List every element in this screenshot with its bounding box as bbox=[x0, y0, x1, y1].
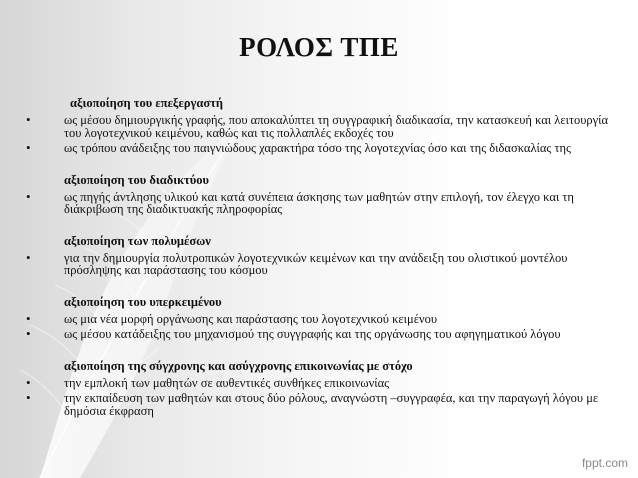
list-item bbox=[22, 374, 612, 390]
list-item-text: ως μια νέα μορφή οργάνωσης και παράστασης του λογοτεχνικού κειμένου bbox=[64, 311, 438, 326]
bullet-icon: • bbox=[26, 249, 31, 265]
slide-title: ΡΟΛΟΣ ΤΠΕ bbox=[239, 32, 399, 62]
list-item bbox=[22, 392, 612, 417]
list-item-text: ως πηγής άντλησης υλικού και κατά συνέπεια άσκησης των μαθητών στην επιλογή, τον έλεγχο και τη διάκριβωση της διαδικτυακής πληροφορίας bbox=[64, 189, 574, 216]
watermark: fppt.com bbox=[581, 456, 628, 470]
bullet-icon: • bbox=[26, 374, 31, 390]
list-item bbox=[22, 142, 612, 155]
section-heading: αξιοποίηση του διαδικτύου bbox=[64, 172, 210, 187]
bullet-icon: • bbox=[26, 326, 31, 341]
list-item-text: για την δημιουργία πολυτροπικών λογοτεχνικών κειμένων και την ανάδειξη του ολιστικού μοντέλου πρόσληψης και παράστασης του κόσμου bbox=[64, 250, 568, 277]
section-heading: αξιοποίηση των πολυμέσων bbox=[64, 233, 211, 248]
list-item bbox=[22, 249, 612, 277]
bullet-icon: • bbox=[26, 390, 31, 405]
list-item-text: την εκπαίδευση των μαθητών και στους δύο ρόλους, αναγνώστη –συγγραφέα, και την παραγωγή λόγου με δημόσια έκφραση bbox=[64, 391, 599, 418]
bullet-icon: • bbox=[26, 112, 31, 127]
list-item-text: την εμπλοκή των μαθητών σε αυθεντικές συνθήκες επικοινωνίας bbox=[64, 375, 390, 390]
list-item bbox=[22, 114, 612, 139]
list-item bbox=[22, 188, 612, 216]
list-item-text: ως μέσου δημιουργικής γραφής, που αποκαλύπτει τη συγγραφική διαδικασία, την κατασκευή και λειτουργία του λογοτεχνικού κειμένου, καθώς και τις πολλαπλές εκδοχές του bbox=[64, 113, 609, 140]
content-list bbox=[22, 96, 612, 420]
bullet-icon: • bbox=[26, 188, 31, 204]
list-item-text: ως μέσου κατάδειξης του μηχανισμού της συγγραφής και της οργάνωσης του αφηγηματικού λόγου bbox=[64, 327, 561, 341]
section-heading: αξιοποίηση του υπερκειμένου bbox=[64, 294, 222, 309]
section-heading: αξιοποίηση της σύγχρονης και ασύγχρονης επικοινωνίας με στόχο bbox=[64, 358, 413, 373]
bullet-icon: • bbox=[26, 140, 31, 155]
list-item-text: ως τρόπου ανάδειξης του παιγνιώδους χαρακτήρα τόσο της λογοτεχνίας όσο και της διδασκαλίας της bbox=[64, 141, 572, 155]
section-heading: αξιοποίηση του επεξεργαστή bbox=[70, 96, 224, 110]
list-item bbox=[22, 310, 612, 326]
list-item bbox=[22, 328, 612, 341]
bullet-icon: • bbox=[26, 310, 31, 326]
